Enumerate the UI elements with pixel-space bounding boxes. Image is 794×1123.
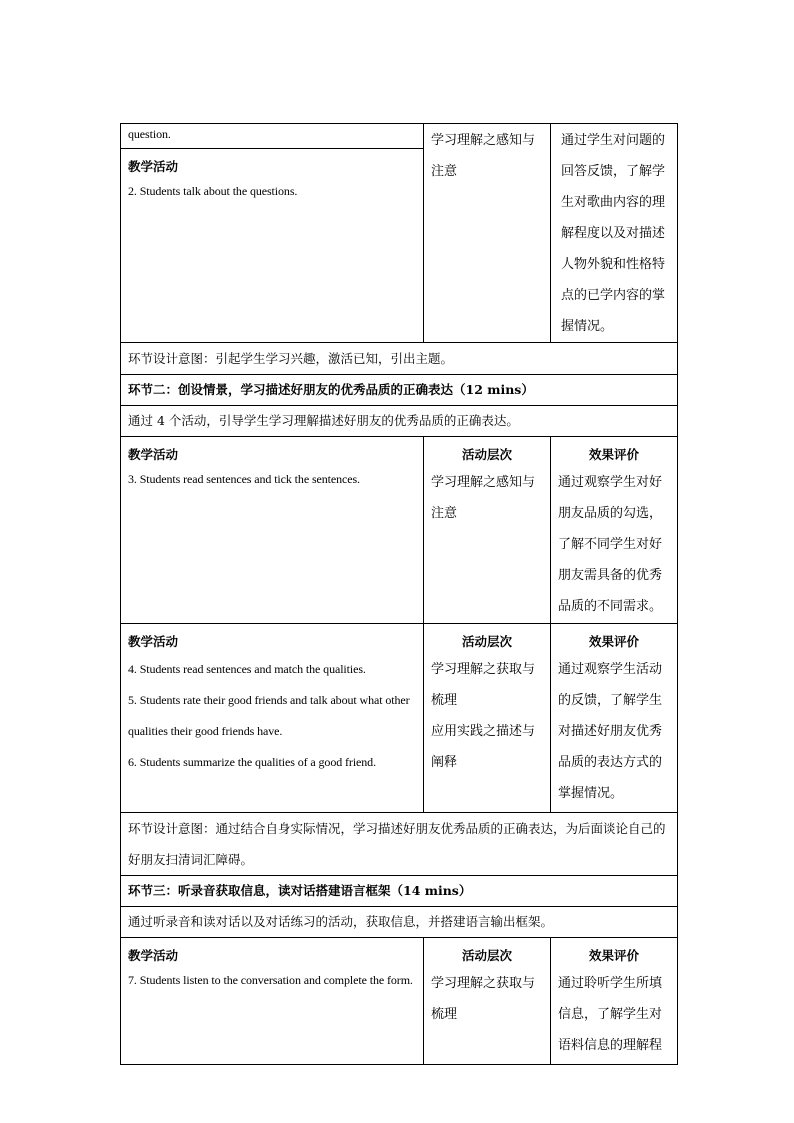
activity-cell xyxy=(121,437,424,624)
evaluation-header: 效果评价 xyxy=(589,634,640,649)
stage-summary-row xyxy=(121,907,678,938)
activity-level-text: 学习理解之获取与梳理 xyxy=(431,976,536,1022)
activity-level-cell xyxy=(424,938,551,1065)
activity-item: 2. Students talk about the questions. xyxy=(128,184,298,198)
stage-summary: 通过 4 个活动，引导学生学习理解描述好朋友的优秀品质的正确表达。 xyxy=(121,406,678,437)
evaluation-cell xyxy=(551,624,678,813)
activity-title: 教学活动 xyxy=(128,634,179,649)
stage-title: 环节二：创设情景，学习描述好朋友的优秀品质的正确表达（12 mins） xyxy=(121,375,678,406)
activity-level-text: 学习理解之感知与注意 xyxy=(431,475,536,521)
activity-cell xyxy=(121,124,424,343)
stage-title-row xyxy=(121,876,678,907)
evaluation-header: 效果评价 xyxy=(589,447,640,462)
carry-over-text: question. xyxy=(121,124,423,149)
lesson-plan-table xyxy=(120,123,678,1065)
activity-level-header: 活动层次 xyxy=(462,447,513,462)
activity-title: 教学活动 xyxy=(128,948,179,963)
activity-level-header: 活动层次 xyxy=(462,948,513,963)
activity-item: 7. Students listen to the conversation and complete the form. xyxy=(128,973,413,987)
evaluation-text: 通过观察学生活动的反馈，了解学生对描述好朋友优秀品质的表达方式的掌握情况。 xyxy=(558,662,663,801)
activity-level-text: 学习理解之感知与注意 xyxy=(431,133,536,179)
stage-summary-row xyxy=(121,406,678,437)
evaluation-cell xyxy=(551,437,678,624)
activity-cell xyxy=(121,938,424,1065)
evaluation-text: 通过学生对问题的回答反馈，了解学生对歌曲内容的理解程度以及对描述人物外貌和性格特点的已学内容的掌握情况。 xyxy=(561,133,666,334)
activity-row xyxy=(121,624,678,813)
stage-summary: 通过听录音和读对话以及对话练习的活动，获取信息，并搭建语言输出框架。 xyxy=(121,907,678,938)
activity-title: 教学活动 xyxy=(128,447,179,462)
design-intent-row xyxy=(121,813,678,876)
activity-item: 6. Students summarize the qualities of a good friend. xyxy=(128,755,376,769)
evaluation-header: 效果评价 xyxy=(589,948,640,963)
activity-title: 教学活动 xyxy=(128,159,179,174)
activity-row xyxy=(121,938,678,1065)
activity-item: 3. Students read sentences and tick the sentences. xyxy=(128,472,360,486)
stage-title: 环节三：听录音获取信息，读对话搭建语言框架（14 mins） xyxy=(121,876,678,907)
activity-level-text: 应用实践之描述与阐释 xyxy=(431,724,536,770)
evaluation-text: 通过聆听学生所填信息，了解学生对语料信息的理解程 xyxy=(558,976,663,1053)
design-intent-row xyxy=(121,343,678,375)
activity-cell xyxy=(121,624,424,813)
activity-level-text: 学习理解之获取与梳理 xyxy=(431,662,536,708)
evaluation-text: 通过观察学生对好朋友品质的勾选，了解不同学生对好朋友需具备的优秀品质的不同需求。 xyxy=(558,475,663,614)
evaluation-cell xyxy=(551,124,678,343)
activity-row xyxy=(121,437,678,624)
activity-item: 5. Students rate their good friends and talk about what other qualities their good friends have. xyxy=(128,693,410,738)
activity-level-header: 活动层次 xyxy=(462,634,513,649)
activity-item: 4. Students read sentences and match the qualities. xyxy=(128,662,366,676)
activity-level-cell xyxy=(424,624,551,813)
evaluation-cell xyxy=(551,938,678,1065)
design-intent: 环节设计意图：通过结合自身实际情况，学习描述好朋友优秀品质的正确表达，为后面谈论自己的好朋友扫清词汇障碍。 xyxy=(121,813,678,876)
stage-title-row xyxy=(121,375,678,406)
activity-level-cell xyxy=(424,437,551,624)
activity-row-continued xyxy=(121,124,678,343)
activity-level-cell xyxy=(424,124,551,343)
design-intent: 环节设计意图：引起学生学习兴趣，激活已知，引出主题。 xyxy=(121,343,678,375)
